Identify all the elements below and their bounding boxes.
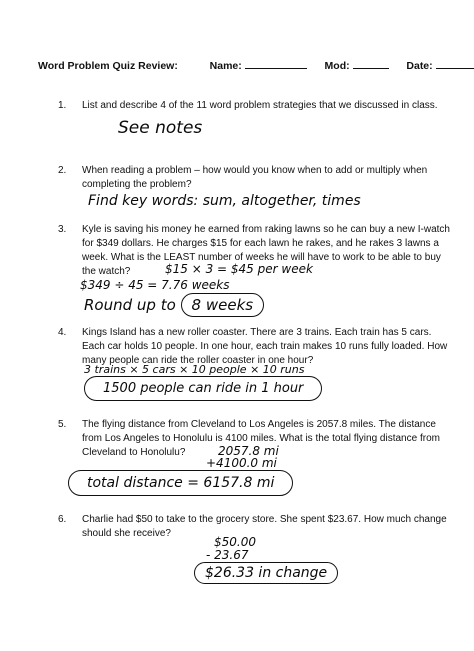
question-text: Charlie had $50 to take to the grocery store. She spent $23.67. How much change should she receive? [82, 514, 447, 539]
question-text: Kyle is saving his money he earned from raking lawns so he can buy a new I-watch for $349 dollars. He charges $15 for each lawn he rakes, and he rakes 3 lawns a week. What is the LEAST number of weeks he will have to work to be able to buy the watch? [82, 224, 450, 277]
answer-q3-final [84, 296, 264, 314]
date-blank[interactable] [436, 58, 474, 69]
question-2 [58, 164, 450, 192]
question-number: 1. [58, 100, 67, 111]
answer-q3-line2: $349 ÷ 45 = 7.76 weeks [80, 278, 230, 292]
question-1 [58, 99, 450, 113]
question-text: Kings Island has a new roller coaster. There are 3 trains. Each train has 5 cars. Each car holds 10 people. In one hour, each train makes 10 runs fully loaded. How many people can ride the roller coaster in one hour? [82, 327, 448, 366]
answer-q3-line1: $15 × 3 = $45 per week [165, 262, 313, 276]
answer-q4-oval: 1500 people can ride in 1 hour [84, 376, 322, 401]
answer-q5-oval: total distance = 6157.8 mi [68, 470, 293, 496]
answer-q4-line1: 3 trains × 5 cars × 10 people × 10 runs [84, 363, 305, 376]
mod-blank[interactable] [353, 58, 389, 69]
answer-q6-minuend: $50.00 [214, 535, 256, 549]
name-label: Name: [209, 60, 242, 72]
question-number: 6. [58, 514, 67, 525]
name-blank[interactable] [245, 58, 307, 69]
question-number: 4. [58, 327, 67, 338]
answer-q6-subtrahend: - 23.67 [206, 548, 249, 562]
question-4 [58, 326, 450, 368]
date-label: Date: [406, 60, 433, 72]
answer-q3-round: Round up to [84, 296, 176, 314]
answer-q5-addend1: 2057.8 mi [218, 444, 279, 458]
answer-q5-addend2: +4100.0 mi [206, 456, 277, 470]
answer-q1: See notes [118, 118, 203, 138]
worksheet-title: Word Problem Quiz Review: [38, 60, 178, 72]
question-text: List and describe 4 of the 11 word problem strategies that we discussed in class. [82, 100, 438, 111]
question-number: 2. [58, 165, 67, 176]
answer-q6-boxed: $26.33 in change [194, 562, 338, 584]
question-number: 3. [58, 224, 67, 235]
question-text: The flying distance from Cleveland to Los Angeles is 2057.8 miles. The distance from Los Angeles to Honolulu is 4100 miles. What is the total flying distance from Cleveland to Honolulu? [82, 419, 440, 458]
question-number: 5. [58, 419, 67, 430]
answer-q3-boxed: 8 weeks [181, 293, 265, 317]
mod-label: Mod: [324, 60, 350, 72]
answer-q2: Find key words: sum, altogether, times [88, 193, 361, 209]
question-text: When reading a problem – how would you know when to add or multiply when completing the problem? [82, 165, 428, 190]
worksheet-header [38, 58, 450, 72]
